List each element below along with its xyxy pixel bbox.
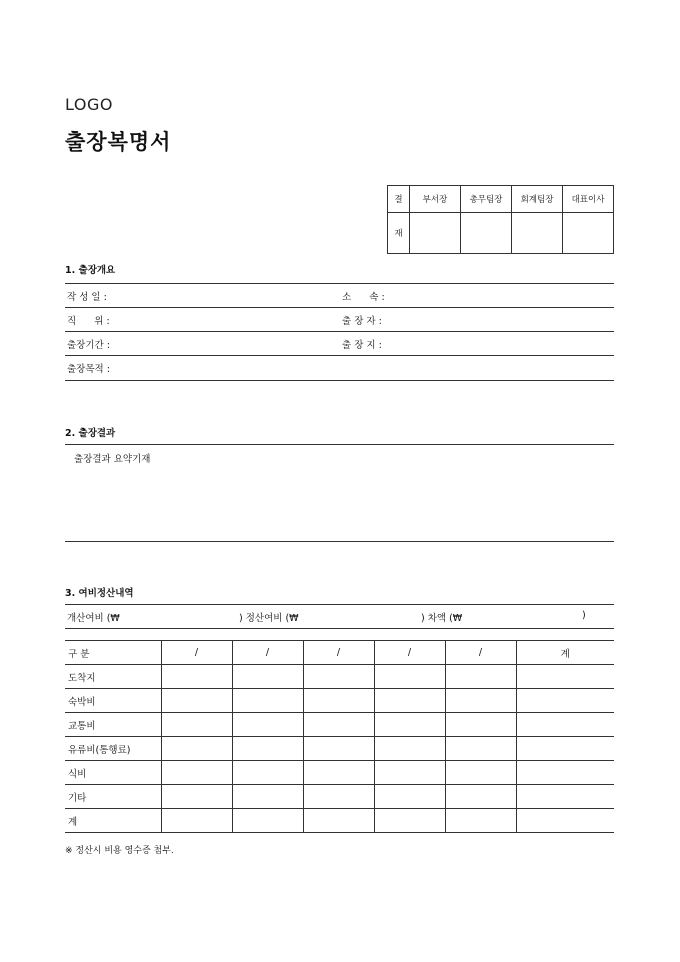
table-cell[interactable] — [161, 665, 232, 689]
table-cell[interactable] — [161, 737, 232, 761]
table-cell[interactable] — [374, 665, 445, 689]
table-cell[interactable] — [161, 809, 232, 833]
table-cell[interactable] — [303, 785, 374, 809]
divider — [65, 331, 614, 332]
table-cell[interactable] — [232, 713, 303, 737]
divider — [65, 604, 614, 605]
table-cell[interactable] — [516, 665, 614, 689]
footnote: ※ 정산시 비용 영수증 첨부. — [65, 846, 174, 856]
table-cell[interactable] — [445, 761, 516, 785]
field-label-position: 직 위 : — [67, 316, 110, 327]
divider — [65, 628, 614, 629]
result-summary-field[interactable]: 출장결과 요약기재 — [74, 454, 151, 465]
section-heading-expense: 3. 여비정산내역 — [65, 588, 134, 599]
approval-label-bottom: 재 — [388, 213, 410, 254]
table-cell[interactable] — [374, 737, 445, 761]
divider — [65, 307, 614, 308]
settled-expense-label: ) 정산여비 (₩ — [239, 613, 299, 624]
table-cell[interactable] — [374, 761, 445, 785]
approval-sign-box[interactable] — [512, 213, 563, 254]
document-title: 출장복명서 — [65, 130, 172, 154]
table-cell[interactable] — [232, 689, 303, 713]
table-cell[interactable] — [374, 809, 445, 833]
planned-expense-label: 개산여비 (₩ — [67, 613, 120, 624]
divider — [65, 444, 614, 445]
table-cell[interactable] — [303, 737, 374, 761]
table-row — [65, 713, 614, 737]
table-row — [65, 665, 614, 689]
header-cell: 구 분 — [65, 641, 161, 665]
table-cell[interactable] — [516, 785, 614, 809]
row-label: 숙박비 — [65, 689, 161, 713]
section-heading-overview: 1. 출장개요 — [65, 265, 116, 276]
approval-sign-box[interactable] — [410, 213, 461, 254]
approval-role: 대표이사 — [563, 186, 614, 213]
approval-label-top: 결 — [388, 186, 410, 213]
approval-sign-box[interactable] — [461, 213, 512, 254]
table-cell[interactable] — [303, 809, 374, 833]
table-cell[interactable] — [232, 761, 303, 785]
table-cell[interactable] — [374, 785, 445, 809]
table-cell[interactable] — [232, 809, 303, 833]
table-header-row — [65, 641, 614, 665]
table-cell[interactable] — [161, 713, 232, 737]
approval-table — [387, 185, 614, 254]
section-heading-result: 2. 출장결과 — [65, 428, 116, 439]
table-cell[interactable] — [445, 689, 516, 713]
field-label-period: 출장기간 : — [67, 340, 110, 351]
table-cell[interactable] — [445, 713, 516, 737]
table-row — [65, 785, 614, 809]
difference-close: ) — [582, 610, 586, 621]
field-label-date: 작 성 일 : — [67, 292, 107, 303]
table-cell[interactable] — [161, 785, 232, 809]
table-cell[interactable] — [445, 737, 516, 761]
table-cell[interactable] — [232, 785, 303, 809]
table-cell[interactable] — [232, 737, 303, 761]
approval-role: 부서장 — [410, 186, 461, 213]
approval-role: 회계팀장 — [512, 186, 563, 213]
field-label-department: 소 속 : — [342, 292, 385, 303]
divider — [65, 283, 614, 284]
table-cell[interactable] — [516, 737, 614, 761]
table-cell[interactable] — [303, 713, 374, 737]
header-cell: / — [161, 641, 232, 665]
table-cell[interactable] — [161, 689, 232, 713]
row-label: 계 — [65, 809, 161, 833]
table-cell[interactable] — [516, 689, 614, 713]
field-label-traveler: 출 장 자 : — [342, 316, 382, 327]
header-cell: / — [232, 641, 303, 665]
field-label-purpose: 출장목적 : — [67, 364, 110, 375]
table-cell[interactable] — [445, 665, 516, 689]
divider — [65, 380, 614, 381]
table-row — [65, 761, 614, 785]
header-cell: / — [303, 641, 374, 665]
table-cell[interactable] — [516, 713, 614, 737]
header-cell: 계 — [516, 641, 614, 665]
table-cell[interactable] — [516, 761, 614, 785]
table-cell[interactable] — [374, 689, 445, 713]
table-cell[interactable] — [303, 665, 374, 689]
row-label: 기타 — [65, 785, 161, 809]
row-label: 식비 — [65, 761, 161, 785]
divider — [65, 355, 614, 356]
table-cell[interactable] — [374, 713, 445, 737]
table-cell[interactable] — [161, 761, 232, 785]
table-cell[interactable] — [232, 665, 303, 689]
approval-sign-box[interactable] — [563, 213, 614, 254]
header-cell: / — [445, 641, 516, 665]
table-row — [65, 689, 614, 713]
expense-table — [65, 640, 614, 833]
row-label: 유류비(통행료) — [65, 737, 161, 761]
table-row-total — [65, 809, 614, 833]
table-cell[interactable] — [445, 785, 516, 809]
row-label: 교통비 — [65, 713, 161, 737]
table-cell[interactable] — [303, 761, 374, 785]
table-row — [65, 737, 614, 761]
logo: LOGO — [65, 95, 113, 114]
difference-label: ) 차액 (₩ — [421, 613, 463, 624]
divider — [65, 541, 614, 542]
table-cell[interactable] — [445, 809, 516, 833]
approval-role: 총무팀장 — [461, 186, 512, 213]
table-cell[interactable] — [303, 689, 374, 713]
header-cell: / — [374, 641, 445, 665]
table-cell[interactable] — [516, 809, 614, 833]
row-label: 도착지 — [65, 665, 161, 689]
field-label-destination: 출 장 지 : — [342, 340, 382, 351]
